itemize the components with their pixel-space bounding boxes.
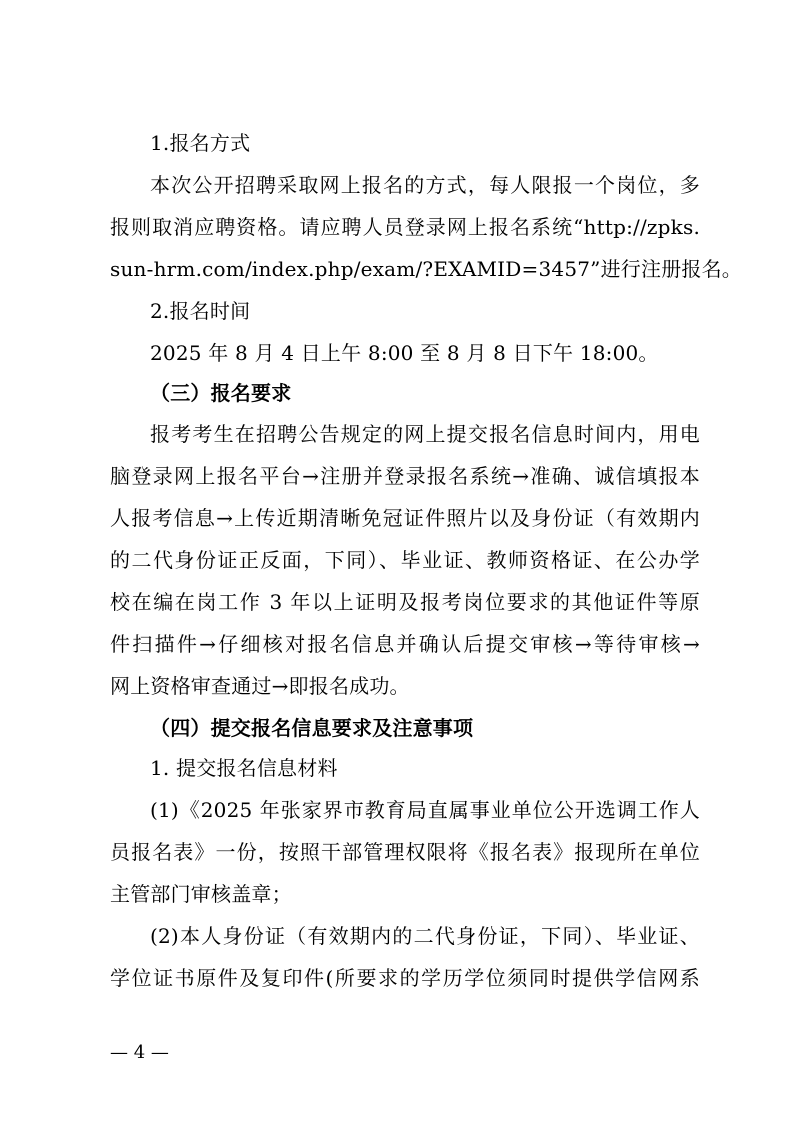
material-title: 1. 提交报名信息材料 bbox=[150, 756, 338, 780]
paragraph-line: 校在编在岗工作 3 年以上证明及报考岗位要求的其他证件等原 bbox=[110, 590, 700, 614]
paragraph-line: 报则取消应聘资格。请应聘人员登录网上报名系统“http://zpks. bbox=[110, 215, 700, 239]
paragraph-line: 2025 年 8 月 4 日上午 8:00 至 8 月 8 日下午 18:00。 bbox=[150, 341, 659, 365]
section-2-title: 2.报名时间 bbox=[150, 299, 251, 323]
page-number: — 4 — bbox=[110, 1042, 169, 1063]
subsection-3-title: （三）报名要求 bbox=[150, 381, 292, 405]
paragraph-line: 的二代身份证正反面，下同）、毕业证、教师资格证、在公办学 bbox=[110, 548, 700, 572]
subsection-4-title: （四）提交报名信息要求及注意事项 bbox=[150, 716, 474, 740]
paragraph-line: sun-hrm.com/index.php/exam/?EXAMID=3457”进行注册报名。 bbox=[110, 257, 742, 281]
paragraph-line: 学位证书原件及复印件(所要求的学历学位须同时提供学信网系 bbox=[110, 966, 700, 990]
section-1-title: 1.报名方式 bbox=[150, 131, 251, 155]
paragraph-line: 网上资格审查通过→即报名成功。 bbox=[110, 674, 410, 698]
paragraph-line: 件扫描件→仔细核对报名信息并确认后提交审核→等待审核→ bbox=[110, 632, 700, 656]
paragraph-line: (1)《2025 年张家界市教育局直属事业单位公开选调工作人 bbox=[150, 798, 700, 822]
paragraph-line: 本次公开招聘采取网上报名的方式，每人限报一个岗位，多 bbox=[150, 173, 700, 197]
paragraph-line: 人报考信息→上传近期清晰免冠证件照片以及身份证（有效期内 bbox=[110, 506, 700, 530]
paragraph-line: 报考考生在招聘公告规定的网上提交报名信息时间内，用电 bbox=[150, 422, 700, 446]
paragraph-line: 主管部门审核盖章； bbox=[110, 882, 292, 906]
paragraph-line: (2)本人身份证（有效期内的二代身份证，下同）、毕业证、 bbox=[150, 924, 700, 948]
paragraph-line: 员报名表》一份，按照干部管理权限将《报名表》报现所在单位 bbox=[110, 840, 700, 864]
paragraph-line: 脑登录网上报名平台→注册并登录报名系统→准确、诚信填报本 bbox=[110, 464, 700, 488]
